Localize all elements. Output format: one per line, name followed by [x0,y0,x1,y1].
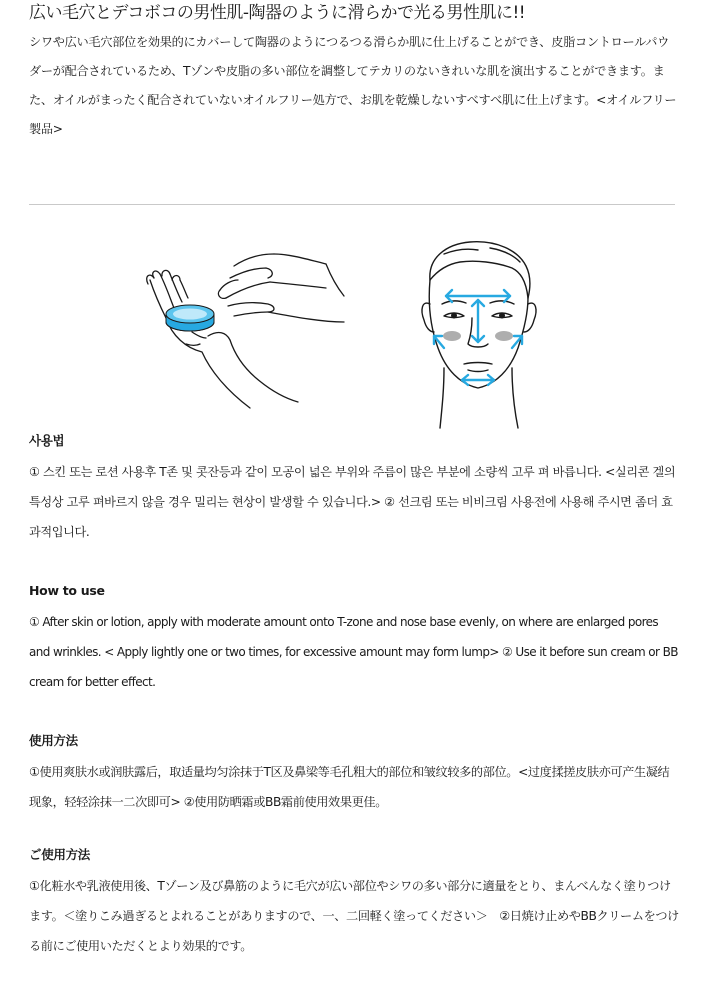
section-divider [29,204,675,205]
chinese-usage-section [29,731,679,817]
japanese-usage-heading: ご使用方法 [29,847,91,862]
korean-usage-heading: 사용법 [29,433,65,448]
chinese-usage-heading: 使用方法 [29,733,78,748]
korean-usage-body: ① 스킨 또는 로션 사용후 T존 및 콧잔등과 같이 모공이 넓은 부위와 주름이 많은 부분에 소량씩 고루 펴 바릅니다. <실리콘 겔의 특성상 고루 펴바르지 않을 경우 밀리는 현상이 발생할 수 있습니다.> ② 선크림 또는 비비크림 사용전에 사용해 주시면 좀더 효과적입니다. [29,465,676,539]
english-usage-heading: How to use [29,583,105,598]
usage-illustration [130,240,560,430]
english-usage-section [29,581,679,697]
intro-paragraph: シワや広い毛穴部位を効果的にカバーして陶器のようにつるつる滑らか肌に仕上げることができ、皮脂コントロールパウダーが配合されているため、Tゾンや皮脂の多い部位を調整してテカリのないきれいな肌を演出することができます。また、オイルがまったく配合されていないオイルフリー処方で、お肌を乾燥しないすべすべ肌に仕上げます。<オイルフリー製品> [29,35,677,136]
face-application-arrows-icon [422,242,536,428]
english-usage-body: ① After skin or lotion, apply with moderate amount onto T-zone and nose base evenly, on where are enlarged pores and wrinkles. < Apply lightly one or two times, for excessive amount may form lump> ② Use it before sun cream or BB cream for better effect. [29,615,678,689]
hand-applying-cream-icon [147,254,344,408]
japanese-usage-body: ①化粧水や乳液使用後、Tゾーン及び鼻筋のように毛穴が広い部位やシワの多い部分に適量をとり、まんべんなく塗りつけます。＜塗りこみ過ぎるとよれることがありますので、一、二回軽く塗ってください＞ ②日焼け止めやBBクリームをつける前にご使用いただくとより効果的です。 [29,879,679,953]
korean-usage-section [29,431,679,547]
chinese-usage-body: ①使用爽肤水或润肤露后，取适量均匀涂抹于T区及鼻梁等毛孔粗大的部位和皱纹较多的部位。<过度揉搓皮肤亦可产生凝结现象，轻轻涂抹一二次即可> ②使用防晒霜或BB霜前使用效果更佳。 [29,765,670,809]
cream-jar-icon [166,305,214,331]
japanese-usage-section [29,845,679,961]
page-title: 広い毛穴とデコボコの男性肌-陶器のように滑らかで光る男性肌に!! [29,3,526,23]
